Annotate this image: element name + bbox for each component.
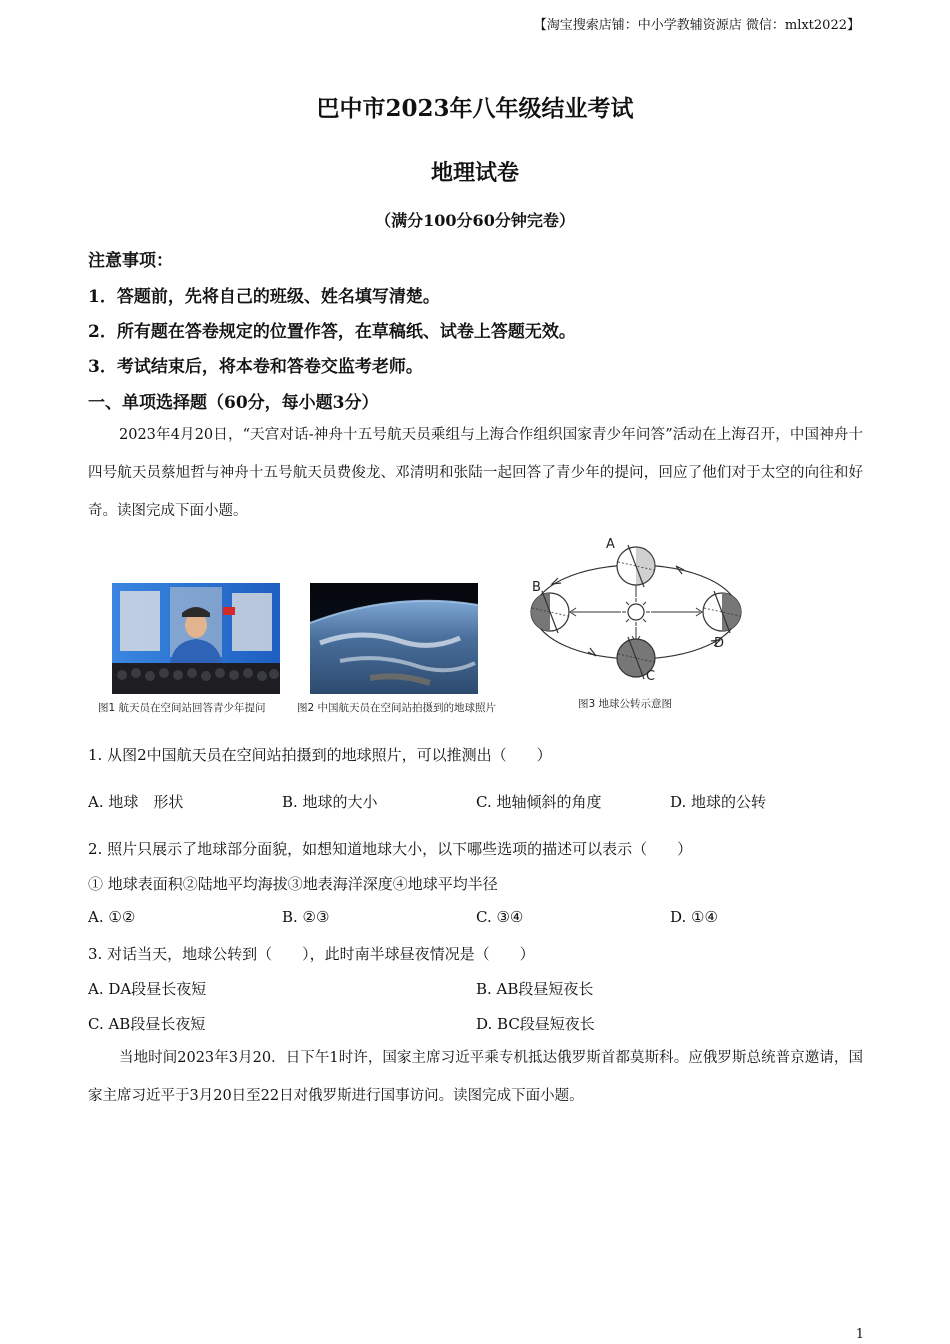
passage-1: 2023年4月20日，“天宫对话-神舟十五号航天员乘组与上海合作组织国家青少年问答”活动在上海召开，中国神舟十四号航天员蔡旭哲与神舟十五号航天员费俊龙、邓清明和张陆一起回答了青少年的提问，回应了他们对于太空的向往和好奇。读图完成下面小题。	[88, 427, 863, 519]
section-heading: 一、单项选择题（60分，每小题3分）	[88, 393, 379, 413]
q3-option-b: B. AB段昼短夜长	[476, 980, 594, 998]
score-note: （满分100分60分钟完卷）	[375, 211, 575, 230]
earth-position-a	[617, 545, 655, 587]
question-2-stem: 2. 照片只展示了地球部分面貌，如想知道地球大小，以下哪些选项的描述可以表示（ ）	[88, 840, 693, 858]
fig2-caption: 图2 中国航天员在空间站拍摄到的地球照片	[297, 702, 497, 714]
q2-option-d: D. ①④	[670, 908, 718, 926]
earth-position-d	[703, 591, 741, 633]
q1-option-c: C. 地轴倾斜的角度	[476, 793, 602, 811]
question-1-stem: 1. 从图2中国航天员在空间站拍摄到的地球照片，可以推测出（ ）	[88, 746, 552, 764]
q3-option-c: C. AB段昼长夜短	[88, 1015, 206, 1033]
orbit-label-c: C	[646, 669, 656, 684]
astronaut-photo-graphic	[112, 583, 280, 694]
notice-item: 3．考试结束后，将本卷和答卷交监考老师。	[88, 357, 423, 377]
notice-item: 1．答题前，先将自己的班级、姓名填写清楚。	[88, 287, 440, 307]
page-number: 1	[855, 1327, 864, 1342]
orbit-label-b: B	[532, 580, 541, 595]
sun-icon	[622, 598, 650, 626]
q1-option-b: B. 地球的大小	[282, 793, 378, 811]
q3-option-d: D. BC段昼短夜长	[476, 1015, 595, 1033]
orbit-label-a: A	[606, 537, 615, 552]
exam-subtitle: 地理试卷	[430, 160, 519, 186]
orbit-diagram-graphic	[518, 536, 754, 688]
orbit-label-d: D	[714, 636, 725, 651]
fig3-caption: 图3 地球公转示意图	[578, 698, 673, 710]
question-2-statements: ① 地球表面积②陆地平均海拔③地表海洋深度④地球平均半径	[88, 875, 498, 893]
notice-heading: 注意事项：	[88, 251, 173, 271]
question-3-stem: 3. 对话当天，地球公转到（ ），此时南半球昼夜情况是（ ）	[88, 945, 535, 963]
orbit-diagram	[518, 536, 754, 688]
q1-option-d: D. 地球的公转	[670, 793, 767, 811]
q3-option-a: A. DA段昼长夜短	[88, 980, 207, 998]
notice-item: 2．所有题在答卷规定的位置作答，在草稿纸、试卷上答题无效。	[88, 322, 576, 342]
earth-photo	[310, 583, 478, 694]
earth-position-b	[531, 591, 569, 633]
earth-photo-graphic	[310, 583, 478, 694]
q1-option-a: A. 地球 形状	[88, 793, 184, 811]
q2-option-b: B. ②③	[282, 908, 330, 926]
astronaut-photo	[112, 583, 280, 694]
fig1-caption: 图1 航天员在空间站回答青少年提问	[98, 702, 266, 714]
q2-option-a: A. ①②	[88, 908, 136, 926]
q2-option-c: C. ③④	[476, 908, 524, 926]
exam-title: 巴中市2023年八年级结业考试	[316, 95, 634, 122]
header-note: 【淘宝搜索店铺：中小学教辅资源店 微信：mlxt2022】	[533, 18, 860, 33]
passage-2: 当地时间2023年3月20．日下午1时许，国家主席习近平乘专机抵达俄罗斯首都莫斯科。应俄罗斯总统普京邀请，国家主席习近平于3月20日至22日对俄罗斯进行国事访问。读图完成下面小题。	[88, 1050, 863, 1104]
